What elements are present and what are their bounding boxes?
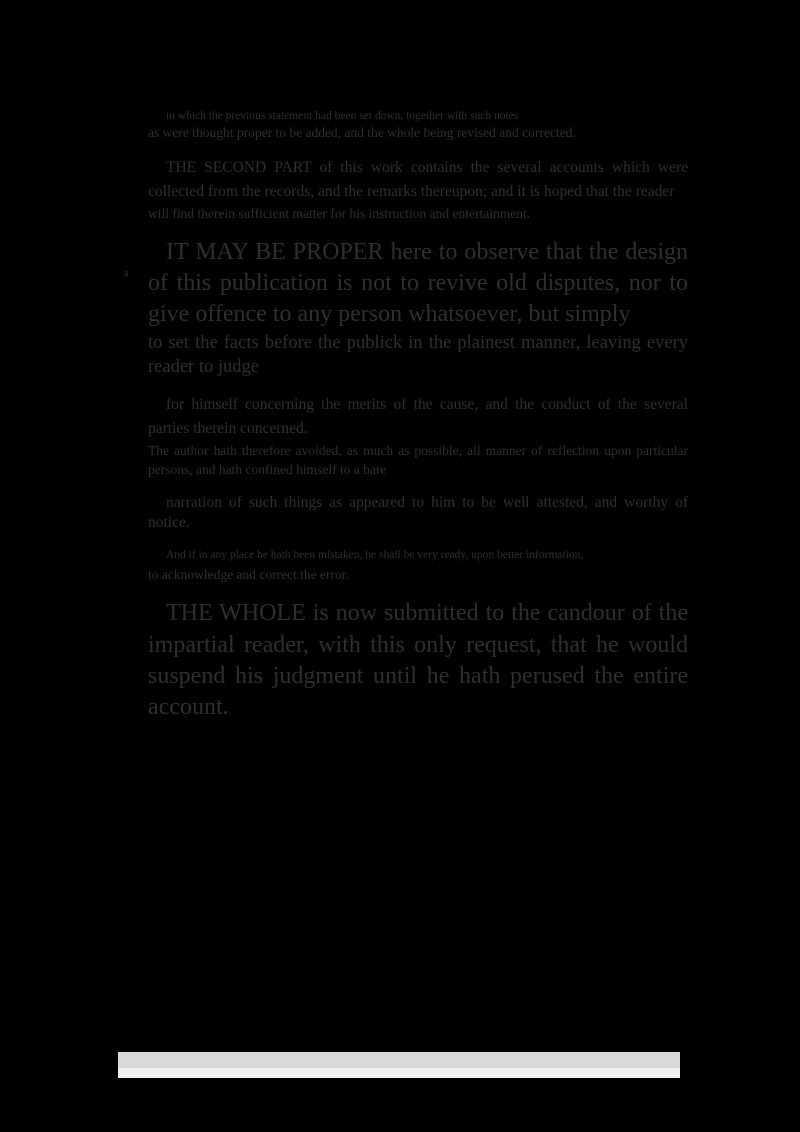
- paragraph-text: THE WHOLE is now submitted to the candour of the impartial reader, with this only request, that he would suspend his judgment until he hath perused the entire account.: [148, 600, 688, 720]
- paragraph-text: for himself concerning the merits of the cause, and the conduct of the several parties therein concerned.: [148, 395, 688, 437]
- paragraph-text: as were thought proper to be added, and the whole being revised and corrected.: [148, 125, 576, 141]
- document-body: [124, 108, 688, 737]
- paragraph-text: THE SECOND PART of this work contains the several accounts which were collected from the records, and the remarks thereupon; and it is hoped that the reader: [148, 158, 688, 200]
- paragraph-text: The author hath therefore avoided, as much as possible, all manner of reflection upon particular persons, and hath confined himself to a bare: [148, 442, 688, 477]
- paragraph-text: narration of such things as appeared to him to be well attested, and worthy of notice.: [148, 494, 688, 532]
- paragraph-text: to set the facts before the publick in the plainest manner, leaving every reader to judge: [148, 332, 688, 377]
- paragraph-text: to acknowledge and correct the error.: [148, 567, 349, 583]
- paragraph-text: will find therein sufficient matter for his instruction and entertainment.: [148, 205, 531, 221]
- paragraph-text: And if in any place he hath been mistaken, he shall be very ready, upon better information,: [166, 549, 584, 562]
- paragraph-block: [148, 547, 688, 584]
- paragraph-text: in which the previous statement had been set down, together with such notes: [166, 110, 519, 122]
- paragraph-block: [148, 598, 688, 723]
- paragraph-block: [148, 493, 688, 533]
- paragraph-block: [148, 393, 688, 479]
- paragraph-block: [148, 156, 688, 223]
- paragraph-text: IT MAY BE PROPER here to observe that the design of this publication is not to revive old disputes, nor to give offence to any person whatsoever, but simply: [148, 239, 688, 328]
- paragraph-block: [148, 237, 688, 379]
- page-footer-shadow: [118, 1068, 680, 1078]
- margin-note: a: [124, 268, 129, 279]
- page-footer-rule: [118, 1052, 680, 1068]
- paragraph-block: [148, 108, 688, 142]
